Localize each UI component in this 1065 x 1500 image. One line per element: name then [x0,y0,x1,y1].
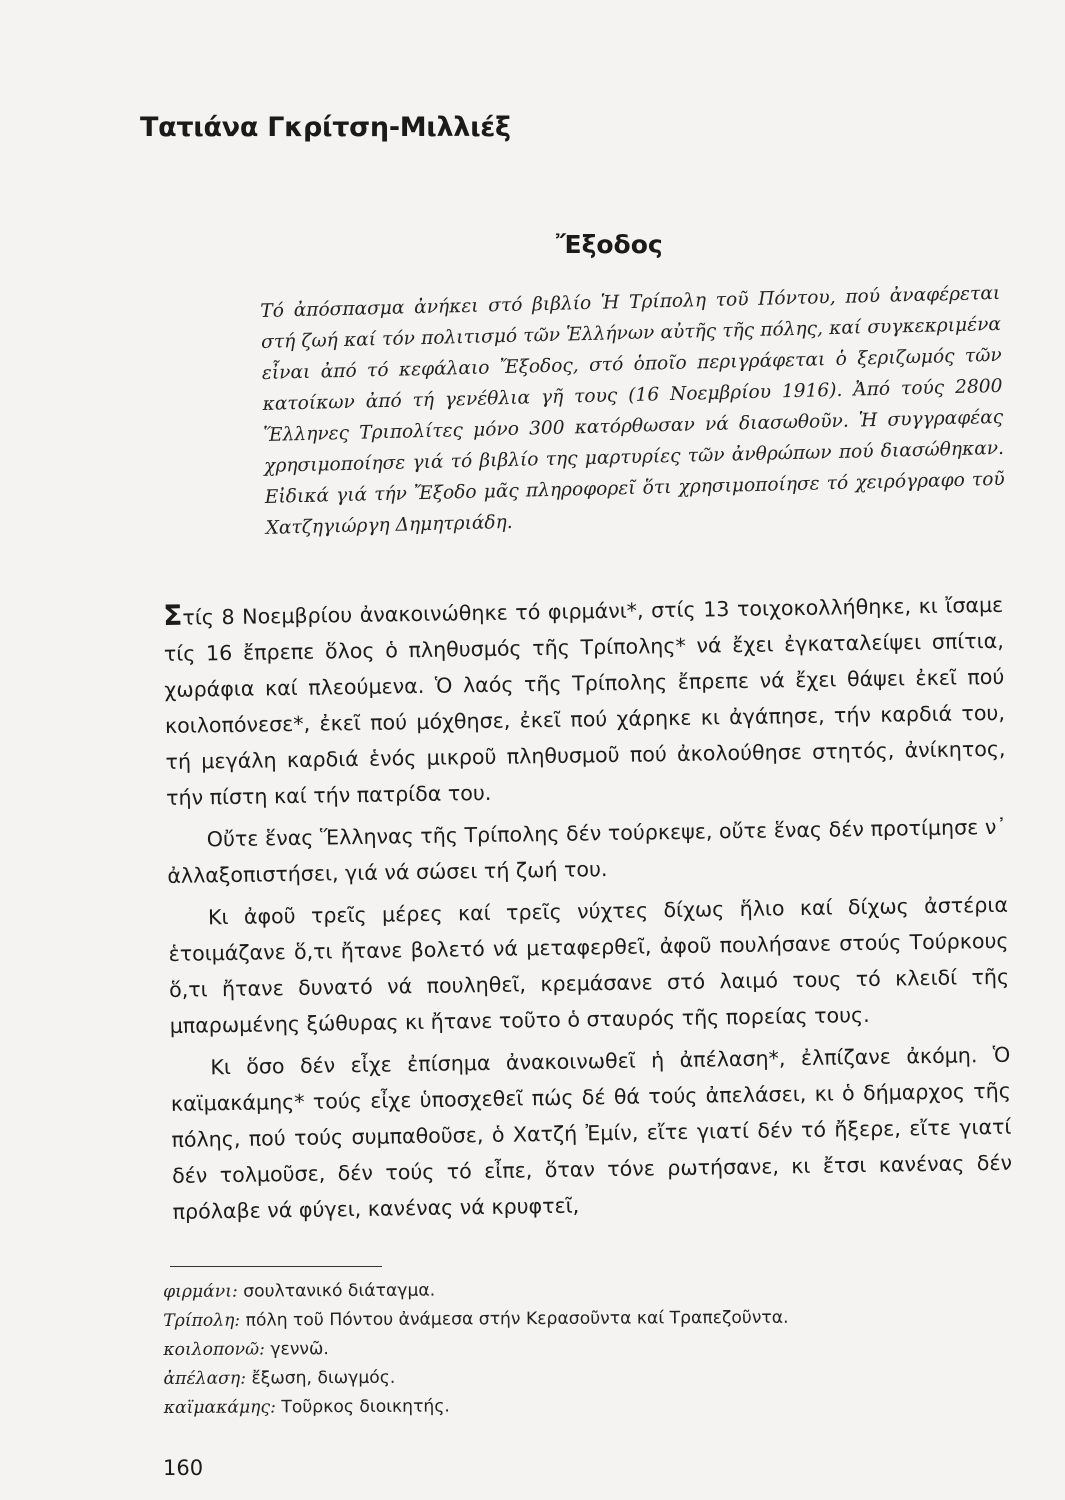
footnote-term: φιρμάνι: [163,1281,238,1302]
author-name: Τατιάνα Γκρίτση-Μιλλιέξ [140,112,511,143]
paragraph-text: τίς 8 Νοεμβρίου ἀνακοινώθηκε τό φιρμάνι*, στίς 13 τοιχοκολλήθηκε, κι ἴσαμε τίς 16 ἔπρεπε ὅλος ὁ πληθυσμός τῆς Τρίπολης* νά ἔχει ἐγκαταλείψει σπίτια, χωράφια καί πλεούμενα. Ὁ λαός τῆς Τρίπολης ἔπρεπε νά ἔχει θάψει ἐκεῖ πού κοιλοπόνεσε*, ἐκεῖ πού μόχθησε, ἐκεῖ πού χάρηκε κι ἀγάπησε, τήν καρδιά του, τή μεγάλη καρδιά ἑνός μικροῦ πληθυσμοῦ πού ἀκολούθησε στητός, ἀνίκητος, τήν πίστη καί τήν πατρίδα του. [163,592,1006,810]
footnote-definition: πόλη τοῦ Πόντου ἀνάμεσα στήν Κερασοῦντα καί Τραπεζοῦντα. [245,1307,789,1331]
footnote-term: καϊμακάμης: [163,1397,276,1418]
footnote [163,1360,1023,1394]
chapter-title: Ἔξοδος [556,230,663,259]
drop-cap: Σ [163,598,183,632]
footnote-term: κοιλοπονῶ: [163,1339,265,1360]
footnote [163,1273,1023,1307]
paragraph: Κι ὅσο δέν εἶχε ἐπίσημα ἀνακοινωθεῖ ἡ ἀπέλαση*, ἐλπίζανε ἀκόμη. Ὁ καϊμακάμης* τούς εἶχε ὑποσχεθεῖ πώς δέ θά τούς ἀπελάσει, κι ὁ δήμαρχος τῆς πόλης, πού τούς συμπαθοῦσε, ὁ Χατζή Ἐμίν, εἴτε γιατί δέν τό ἤξερε, εἴτε γιατί δέν τολμοῦσε, δέν τούς τό εἶπε, ὅταν τόνε ρωτήσανε, κι ἔτσι κανένας δέν πρόλαβε νά φύγει, κανένας νά κρυφτεῖ, [170,1042,1013,1224]
paragraph [163,585,1006,816]
footnote-term: ἀπέλαση: [163,1368,247,1389]
intro-paragraph: Τό ἀπόσπασμα ἀνήκει στό βιβλίο Ἡ Τρίπολη τοῦ Πόντου, πού ἀναφέρεται στή ζωή καί τόν πολιτισμό τῶν Ἑλλήνων αὐτῆς τῆς πόλης, καί συγκεκριμένα εἶναι ἀπό τό κεφάλαιο Ἔξοδος, στό ὁποῖο περιγράφεται ὁ ξεριζωμός τῶν κατοίκων ἀπό τή γενέθλια γῆ τους (16 Νοεμβρίου 1916). Ἀπό τούς 2800 Ἕλληνες Τριπολίτες μόνο 300 κατόρθωσαν νά διασωθοῦν. Ἡ συγγραφέας χρησιμοποίησε γιά τό βιβλίο της μαρτυρίες τῶν ἀνθρώπων πού διασώθηκαν. Εἰδικά γιά τήν Ἔξοδο μᾶς πληροφορεῖ ὅτι χρησιμοποίησε τό χειρόγραφο τοῦ Χατζηγιώργη Δημητριάδη. [260,282,1005,539]
main-text [163,585,1013,1236]
footnote-definition: σουλτανικό διάταγμα. [243,1280,436,1302]
footnote-definition: γεννῶ. [270,1339,329,1360]
footnote-definition: Τοῦρκος διοικητής. [281,1396,450,1418]
footnote-term: Τρίπολη: [163,1310,241,1331]
paragraph: Κι ἀφοῦ τρεῖς μέρες καί τρεῖς νύχτες δίχως ἥλιο καί δίχως ἀστέρια ἑτοιμάζανε ὅ,τι ἤτανε βολετό νά μεταφερθεῖ, ἀφοῦ πουλήσανε στούς Τούρκους ὅ,τι ἤτανε δυνατό νά πουληθεῖ, κρεμάσανε στό λαιμό τους τό κλειδί τῆς μπαρωμένης ξώθυρας κι ἤτανε τοῦτο ὁ σταυρός τῆς πορείας τους. [168,892,1010,1038]
footnotes [163,1273,1024,1423]
footnote [164,1389,1024,1423]
footnote [163,1302,1023,1336]
footnote-definition: ἔξωση, διωγμός. [251,1367,396,1389]
page-number: 160 [163,1456,204,1480]
footnote-divider [170,1266,382,1267]
paragraph: Οὔτε ἕνας Ἕλληνας τῆς Τρίπολης δέν τούρκεψε, οὔτε ἕνας δέν προτίμησε ν᾽ ἀλλαξοπιστήσει, γιά νά σώσει τή ζωή του. [167,814,1007,888]
footnote [163,1331,1023,1365]
